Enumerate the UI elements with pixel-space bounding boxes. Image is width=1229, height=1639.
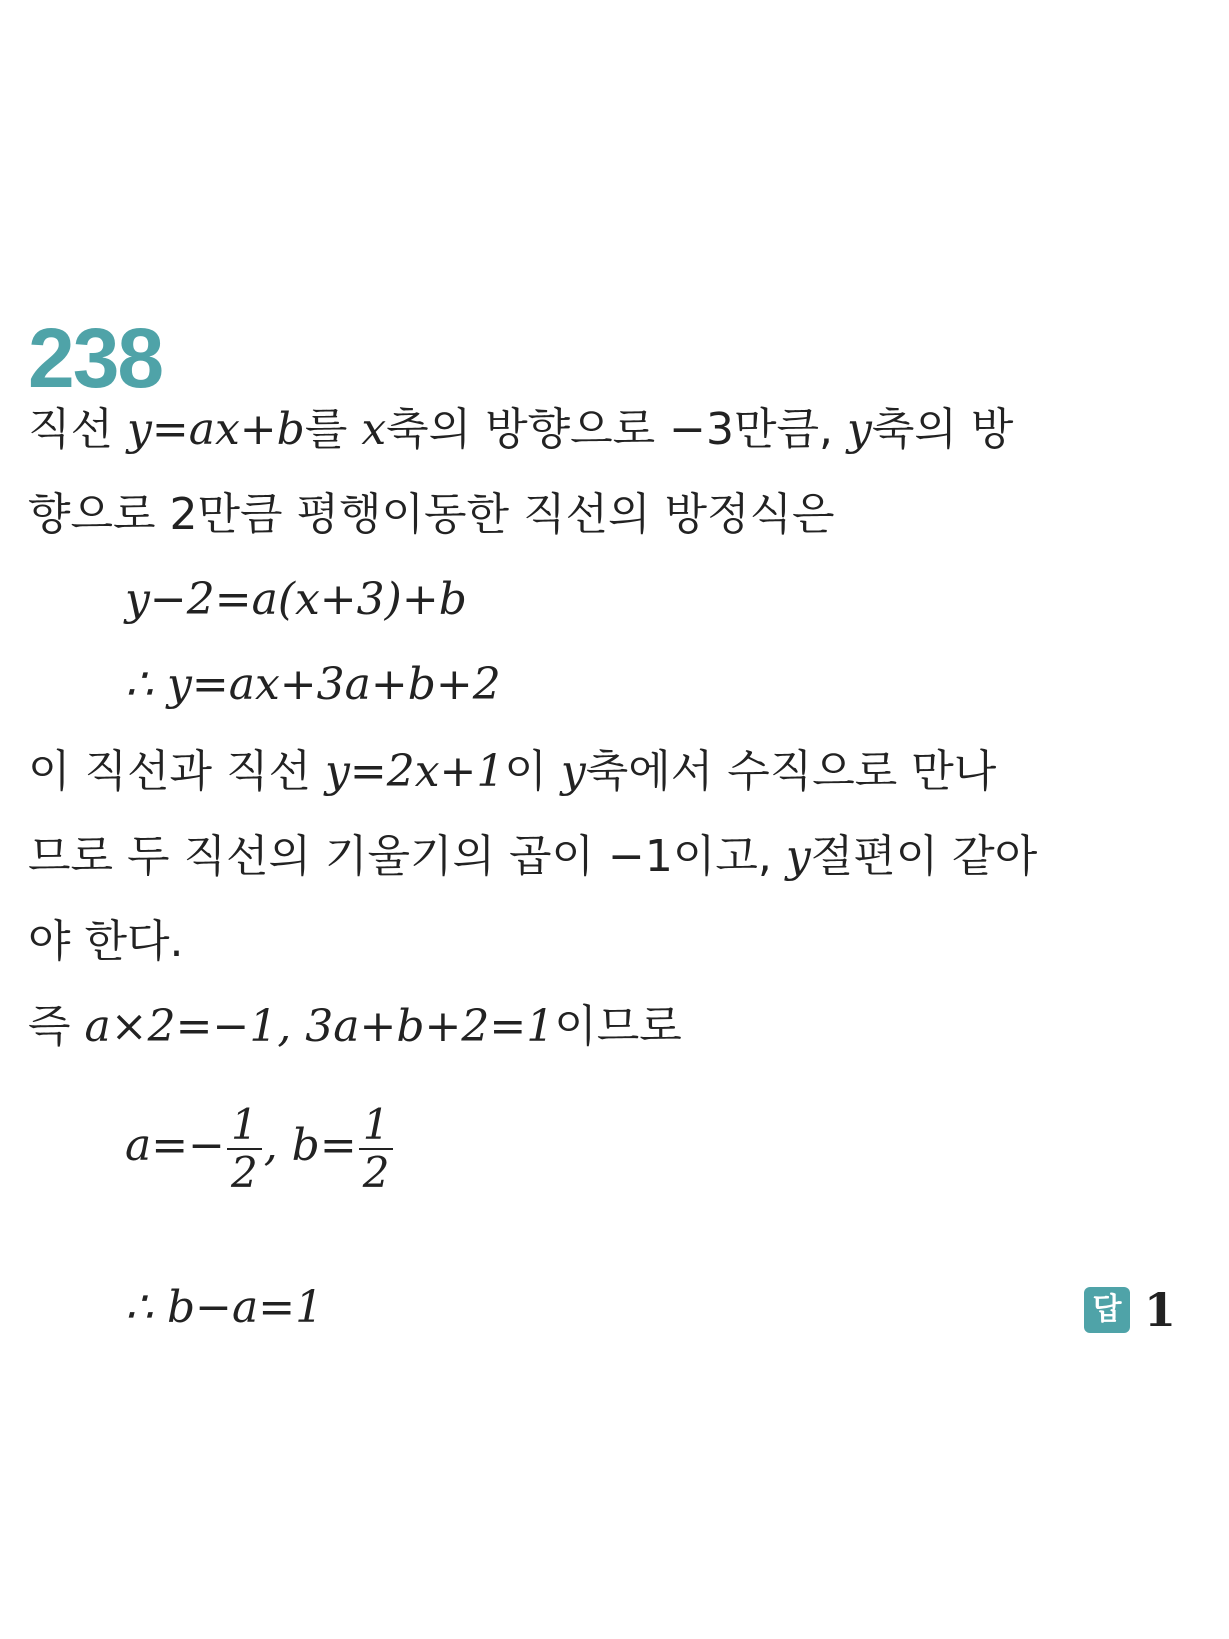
variable-x: x	[361, 404, 387, 455]
equation-lhs: a=−	[125, 1120, 225, 1171]
answer-badge: 답	[1084, 1287, 1130, 1333]
solution-line-5: 야 한다.	[28, 916, 184, 967]
solution-line-4	[28, 829, 1037, 885]
text: 이	[504, 746, 561, 797]
fraction-2	[359, 1099, 394, 1197]
text: 므로 두 직선의 기울기의 곱이 −1이고,	[28, 831, 786, 882]
solution-line-1	[28, 402, 1013, 458]
fraction-numerator: 1	[359, 1102, 394, 1150]
equation: a×2=−1, 3a+b+2=1	[84, 1001, 555, 1052]
problem-number: 238	[28, 311, 163, 405]
equation-3	[125, 1098, 395, 1196]
answer-value: 1	[1143, 1283, 1176, 1337]
text: 절편이 같아	[810, 831, 1038, 882]
variable-y: y	[846, 404, 872, 455]
equation-4: ∴ b−a=1	[125, 1282, 324, 1333]
fraction-denominator: 2	[230, 1147, 258, 1197]
fraction-denominator: 2	[362, 1147, 390, 1197]
text: 즉	[28, 1001, 85, 1052]
variable-y: y	[560, 746, 586, 797]
fraction-numerator: 1	[227, 1102, 262, 1150]
solution-line-3	[28, 744, 996, 800]
text: 직선	[28, 404, 127, 455]
text: 를	[304, 404, 362, 455]
equation: y=ax+b	[127, 404, 305, 455]
solution-line-6	[28, 999, 682, 1055]
equation: y=2x+1	[324, 746, 505, 797]
equation-separator: , b=	[263, 1120, 357, 1171]
equation-1: y−2=a(x+3)+b	[125, 574, 467, 625]
text: 축의 방향으로 −3만큼,	[386, 404, 847, 455]
text: 이 직선과 직선	[28, 746, 325, 797]
fraction-1	[227, 1099, 262, 1197]
answer	[1084, 1283, 1176, 1337]
equation-2: ∴ y=ax+3a+b+2	[125, 659, 501, 710]
text: 축의 방	[871, 404, 1014, 455]
variable-y: y	[785, 831, 811, 882]
text: 축에서 수직으로 만나	[585, 746, 997, 797]
text: 이므로	[554, 1001, 682, 1052]
solution-line-2: 향으로 2만큼 평행이동한 직선의 방정식은	[28, 489, 835, 540]
